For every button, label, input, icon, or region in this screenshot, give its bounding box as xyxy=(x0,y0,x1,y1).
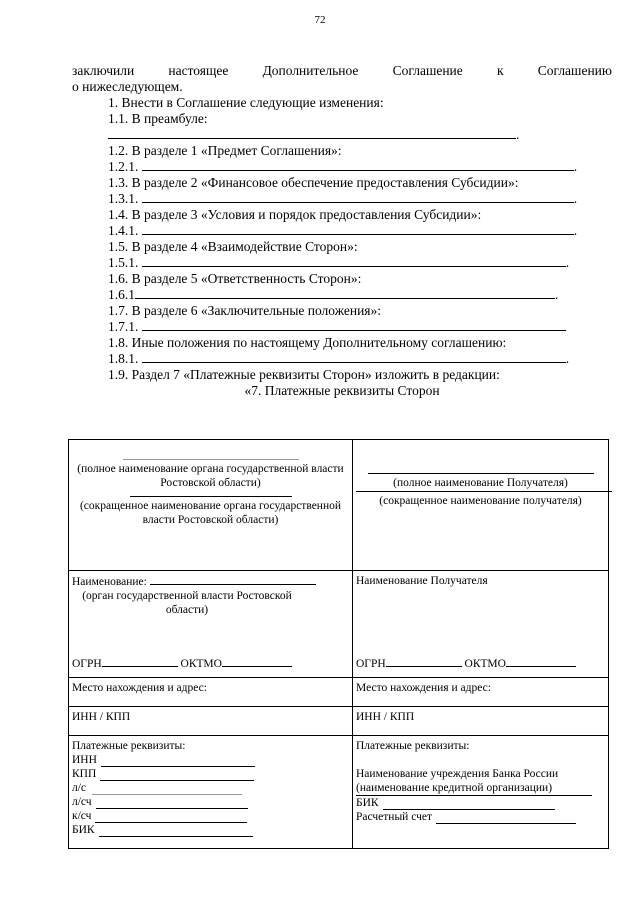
agreement-body xyxy=(72,63,612,399)
section-title: «7. Платежные реквизиты Сторон xyxy=(244,383,440,398)
payment-details-label: Платежные реквизиты: xyxy=(72,740,186,752)
ksch-field: к/сч xyxy=(72,809,349,823)
intro-word: настоящее xyxy=(168,63,229,78)
lsch-field: л/сч xyxy=(72,795,349,809)
page-number: 72 xyxy=(314,14,326,26)
clause-1-4: 1.4. В разделе 3 «Условия и порядок предоставления Субсидии»: xyxy=(108,207,482,222)
ogrn-oktmo-line: ОГРН ОКТМО xyxy=(356,656,576,671)
inn-kpp-cell: ИНН / КПП xyxy=(69,707,353,736)
clause-1-8-1: 1.8.1. . xyxy=(108,351,570,366)
address-cell: Место нахождения и адрес: xyxy=(353,678,609,707)
clause-1: 1. Внести в Соглашение следующие изменения: xyxy=(108,95,384,110)
payment-details-table xyxy=(68,439,609,849)
blank-line xyxy=(150,574,316,585)
bank-name-label: Наименование учреждения Банка России (наименование кредитной организации) xyxy=(356,768,559,794)
intro-word: Соглашение xyxy=(392,63,463,78)
blank-line xyxy=(135,287,555,299)
bik-field: БИК xyxy=(356,796,605,810)
inn-kpp-cell: ИНН / КПП xyxy=(353,707,609,736)
payment-details-label: Платежные реквизиты: xyxy=(356,740,470,752)
table-row xyxy=(69,678,609,707)
blank-line xyxy=(386,656,462,667)
right-name-cell xyxy=(353,571,609,678)
blank-line xyxy=(96,798,248,809)
intro-line-2: о нижеследующем. xyxy=(72,79,183,94)
left-name-cell xyxy=(69,571,353,678)
name-line: Наименование: xyxy=(72,574,349,589)
blank-line xyxy=(99,826,253,837)
clause-1-3-1: 1.3.1. . xyxy=(108,191,578,206)
intro-line xyxy=(72,63,612,79)
blank-line xyxy=(100,770,254,781)
name-hint: (орган государственной власти Ростовской области) xyxy=(82,590,292,616)
table-row xyxy=(69,440,609,571)
blank-line xyxy=(101,756,255,767)
clause-1-4-1: 1.4.1. . xyxy=(108,223,578,238)
blank-line xyxy=(383,799,555,810)
clause-1-7: 1.7. В разделе 6 «Заключительные положения»: xyxy=(108,303,382,318)
clause-1-1: 1.1. В преамбуле: xyxy=(108,111,208,126)
blank-line xyxy=(142,319,566,331)
intro-word: Дополнительное xyxy=(262,63,359,78)
table-row xyxy=(69,707,609,736)
clause-1-9: 1.9. Раздел 7 «Платежные реквизиты Сторон» изложить в редакции: xyxy=(108,367,500,382)
preamble-blank: . xyxy=(72,127,612,143)
blank-line xyxy=(142,191,574,203)
ls-field: л/с xyxy=(72,781,349,795)
blank-line xyxy=(142,223,574,235)
blank-line xyxy=(506,656,576,667)
clause-1-7-1: 1.7.1. xyxy=(72,319,612,335)
blank-line xyxy=(368,473,594,474)
address-cell: Место нахождения и адрес: xyxy=(69,678,353,707)
inn-field: ИНН xyxy=(72,753,349,767)
intro-word: заключили xyxy=(72,63,135,78)
recipient-name-label: Наименование Получателя xyxy=(356,575,488,587)
right-names-cell xyxy=(353,440,609,571)
left-names-cell xyxy=(69,440,353,571)
kpp-field: КПП xyxy=(72,767,349,781)
left-full-name-hint: (полное наименование органа государственной власти Ростовской области) xyxy=(77,463,344,489)
clause-1-8: 1.8. Иные положения по настоящему Дополнительному соглашению: xyxy=(108,335,507,350)
table-row xyxy=(69,571,609,678)
blank-line xyxy=(436,813,576,824)
blank-line xyxy=(108,127,516,139)
left-short-name-hint: (сокращенное наименование органа государственной власти Ростовской области) xyxy=(79,500,342,526)
bik-field: БИК xyxy=(72,823,349,837)
intro-word: к xyxy=(496,63,504,78)
clause-1-5-1: 1.5.1. . xyxy=(108,255,570,270)
blank-line xyxy=(356,491,612,492)
blank-line xyxy=(142,255,566,267)
blank-line xyxy=(142,159,574,171)
ogrn-oktmo-line: ОГРН ОКТМО xyxy=(72,656,292,671)
blank-line xyxy=(102,656,178,667)
blank-line xyxy=(123,459,299,460)
table-row xyxy=(69,736,609,849)
intro-word: Соглашению xyxy=(537,63,612,78)
right-payment-cell xyxy=(353,736,609,849)
blank-line xyxy=(222,656,292,667)
clause-1-2-1: 1.2.1. . xyxy=(108,159,578,174)
blank-line xyxy=(130,496,292,497)
clause-1-3: 1.3. В разделе 2 «Финансовое обеспечение предоставления Субсидии»: xyxy=(108,175,519,190)
clause-1-6-1: 1.6.1 . xyxy=(108,287,559,302)
left-payment-cell xyxy=(69,736,353,849)
clause-1-2: 1.2. В разделе 1 «Предмет Соглашения»: xyxy=(108,143,342,158)
right-full-name-hint: (полное наименование Получателя) xyxy=(393,477,568,489)
blank-line xyxy=(142,351,566,363)
blank-line xyxy=(95,812,247,823)
right-short-name-hint: (сокращенное наименование получателя) xyxy=(379,495,582,507)
clause-1-5: 1.5. В разделе 4 «Взаимодействие Сторон»: xyxy=(108,239,358,254)
clause-1-6: 1.6. В разделе 5 «Ответственность Сторон»: xyxy=(108,271,362,286)
blank-line xyxy=(92,784,242,795)
account-field: Расчетный счет xyxy=(356,810,605,824)
